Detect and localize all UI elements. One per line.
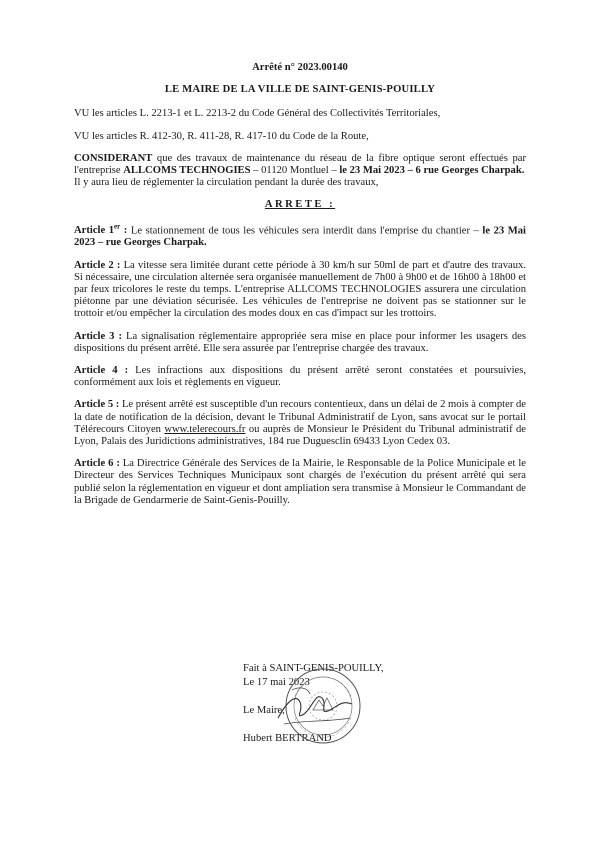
handwritten-signature-icon bbox=[270, 680, 360, 730]
considerant-company: ALLCOMS TECHNOGIES bbox=[123, 165, 251, 177]
signature-date: Le 17 mai 2023 bbox=[243, 677, 310, 688]
article-5-text-2: ou auprès de Monsieur le Président du Tribunal administratif de Lyon, Palais des Juridictions administratives, 184 rue Duguesclin 69433 Lyon Cedex 03. bbox=[74, 423, 526, 447]
vu-clause-2: VU les articles R. 412-30, R. 411-28, R. 417-10 du Code de la Route, bbox=[74, 130, 369, 142]
article-4-text: Les infractions aux dispositions du présent arrêté seront constatées et poursuivies, conformément aux lois et règlements en vigueur. bbox=[74, 364, 526, 389]
article-2-text: La vitesse sera limitée durant cette période à 30 km/h sur 50ml de part et d'autre des travaux. Si nécessaire, une circulation alternée sera organisée manuellement de 7h00 à 9h00 et de 16h00 à 18h00 et par feux tricolores le reste du temps. L'entreprise ALLCOMS TECHNOLOGIES assurera une circulation piétonne par une déviation sécurisée. Les véhicules de l'entreprise ne doivent pas se stationner sur le trottoir et/ou empêcher la circulation des modes doux en cas d'impact sur les trottoirs. bbox=[74, 259, 527, 320]
article-6-label: Article 6 : bbox=[74, 458, 120, 470]
arrete-heading: ARRETE : bbox=[264, 199, 336, 211]
article-4-label: Article 4 : bbox=[74, 364, 129, 376]
article-3 bbox=[74, 331, 526, 355]
article-5-text-1: Le présent arrêté est susceptible d'un recours contentieux, dans un délai de 2 mois à compter de la date de notification de la décision, devant le Tribunal Administratif de Lyon, sans avocat sur le portail Télérecours Citoyen bbox=[74, 399, 526, 435]
signature-name: Hubert BERTRAND bbox=[243, 733, 332, 744]
article-3-text: La signalisation réglementaire appropriée sera mise en place pour informer les usagers des dispositions du présent arrêté. Elle sera assurée par l'entreprise chargée des travaux. bbox=[74, 330, 526, 354]
considerant-text-2: – 01120 Montluel – bbox=[250, 165, 340, 177]
article-1-bold: le 23 Mai 2023 – rue Georges Charpak. bbox=[74, 225, 526, 249]
signature-place: Fait à SAINT-GENIS-POUILLY, bbox=[243, 663, 384, 674]
considerant-text-1: que des travaux de maintenance du réseau de la fibre optique seront effectués par l'entreprise bbox=[74, 152, 526, 177]
article-6 bbox=[74, 458, 526, 507]
signature-role: Le Maire, bbox=[243, 705, 285, 716]
article-2-label: Article 2 : bbox=[74, 259, 121, 271]
article-2 bbox=[74, 260, 526, 321]
article-5 bbox=[74, 399, 526, 448]
article-6-text: La Directrice Générale des Services de la Mairie, le Responsable de la Police Municipale et le Directeur des Services Techniques Municipaux sont chargés de l'exécution du présent arrêté qui sera publié selon la réglementation en vigueur et dont ampliation sera transmise à Monsieur le Commandant de la Brigade de Gendarmerie de Saint-Genis-Pouilly. bbox=[74, 458, 526, 506]
considerant-line-2: Il y aura lieu de réglementer la circulation pendant la durée des travaux, bbox=[74, 177, 379, 189]
decree-title: Arrêté n° 2023.00140 bbox=[252, 62, 348, 73]
article-3-label: Article 3 : bbox=[74, 330, 123, 342]
article-4 bbox=[74, 365, 526, 389]
article-1-text: Le stationnement de tous les véhicules sera interdit dans l'emprise du chantier – bbox=[127, 225, 483, 237]
article-1 bbox=[74, 221, 526, 250]
considerant-clause bbox=[74, 153, 526, 177]
document-body bbox=[74, 62, 526, 517]
vu-clause-1: VU les articles L. 2213-1 et L. 2213-2 du Code Général des Collectivités Territoriales, bbox=[74, 108, 441, 120]
telerecours-link[interactable]: www.telerecours.fr bbox=[164, 423, 246, 435]
article-1-label: Article 1er : bbox=[74, 222, 128, 237]
considerant-date-place: le 23 Mai 2023 – 6 rue Georges Charpak. bbox=[339, 165, 525, 177]
decree-subtitle: LE MAIRE DE LA VILLE DE SAINT-GENIS-POUILLY bbox=[164, 84, 436, 96]
article-5-label: Article 5 : bbox=[74, 399, 120, 411]
considerant-label: CONSIDERANT bbox=[74, 152, 153, 164]
